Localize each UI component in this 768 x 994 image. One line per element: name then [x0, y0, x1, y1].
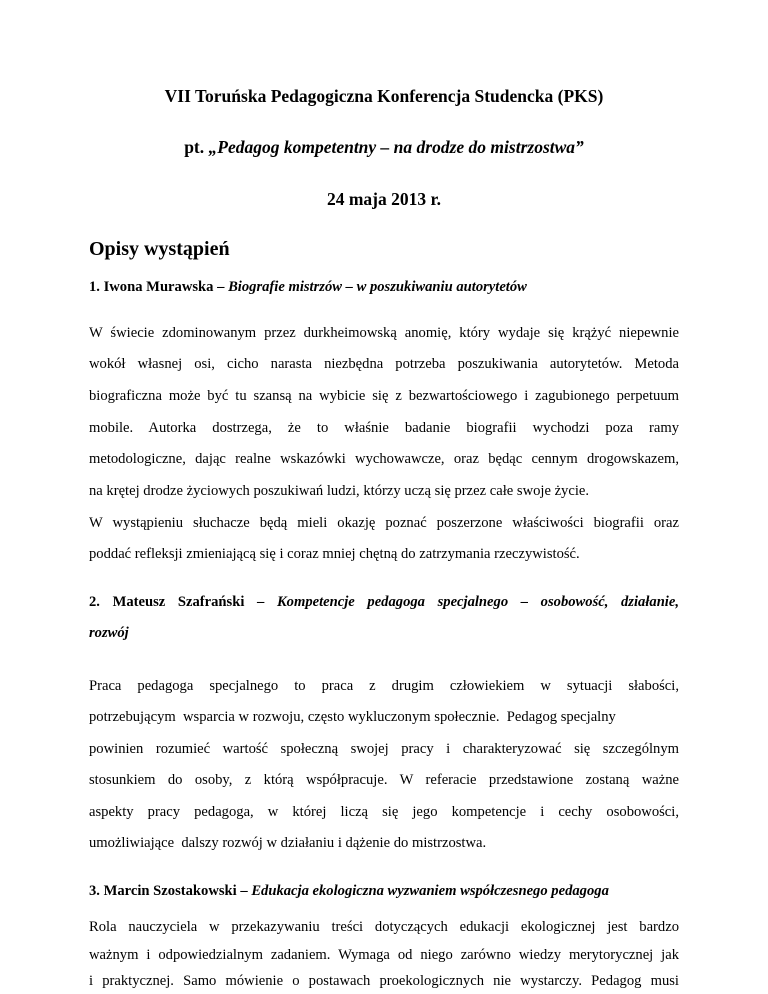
talk-1-title: Biografie mistrzów – w poszukiwaniu autorytetów — [228, 279, 527, 295]
talk-3-title: Edukacja ekologiczna wyzwaniem współczesnego pedagoga — [251, 883, 609, 899]
talk-3-line: ważnym i odpowiedzialnym zadaniem. Wymaga od niego zarówno wiedzy merytorycznej jak — [89, 947, 679, 963]
talk-3-line: i praktycznej. Samo mówienie o postawach proekologicznych nie wystarczy. Pedagog musi — [89, 973, 679, 989]
talk-1-line: W wystąpieniu słuchacze będą mieli okazję poznać poszerzone właściwości biografii oraz — [89, 515, 679, 531]
talk-2-author: 2. Mateusz Szafrański – — [89, 594, 277, 610]
section-heading: Opisy wystąpień — [89, 238, 230, 260]
talk-2-line: stosunkiem do osoby, z którą współpracuje. W referacie przedstawione zostaną ważne — [89, 772, 679, 788]
talk-2-line: Praca pedagoga specjalnego to praca z drugim człowiekiem w sytuacji słabości, — [89, 678, 679, 694]
talk-2-line: powinien rozumieć wartość społeczną swojej pracy i charakteryzować się szczególnym — [89, 741, 679, 757]
talk-1-line: na krętej drodze życiowych poszukiwań ludzi, którzy uczą się przez całe swoje życie. — [89, 483, 590, 499]
subtitle-prefix: pt. — [184, 137, 209, 157]
subtitle-theme: „Pedagog kompetentny – na drodze do mistrzostwa” — [208, 137, 584, 157]
conference-title: VII Toruńska Pedagogiczna Konferencja Studencka (PKS) — [164, 86, 604, 106]
talk-2-title-line2: rozwój — [89, 625, 129, 641]
conference-subtitle — [0, 137, 768, 158]
talk-1-author: 1. Iwona Murawska – — [89, 279, 229, 295]
talk-3-line: Rola nauczyciela w przekazywaniu treści dotyczących edukacji ekologicznej jest bardzo — [89, 919, 679, 935]
talk-2-line: umożliwiające dalszy rozwój w działaniu i dążenie do mistrzostwa. — [89, 835, 487, 851]
talk-1-line: biograficzna może być tu szansą na wybicie się z bezwartościowego i zagubionego perpetuum — [89, 388, 679, 404]
talk-2-line: aspekty pracy pedagoga, w której liczą się jego kompetencje i cechy osobowości, — [89, 804, 679, 820]
talk-1-line: metodologiczne, dając realne wskazówki wychowawcze, oraz będąc cennym drogowskazem, — [89, 451, 679, 467]
talk-2-line: potrzebującym wsparcia w rozwoju, często wykluczonym społecznie. Pedagog specjalny — [89, 709, 616, 725]
talk-1-line: wokół własnej osi, cicho narasta niezbędna potrzeba poszukiwania autorytetów. Metoda — [89, 356, 679, 372]
talk-1-line: W świecie zdominowanym przez durkheimowską anomię, który wydaje się krążyć niepewnie — [89, 325, 679, 341]
talk-1-line: mobile. Autorka dostrzega, że to właśnie badanie biografii wychodzi poza ramy — [89, 420, 679, 436]
talk-2-heading-line1 — [89, 593, 679, 611]
talk-2-heading-line2 — [89, 624, 679, 642]
talk-3-heading — [89, 882, 679, 900]
talk-1-line: poddać refleksji zmieniającą się i coraz mniej chętną do zatrzymania rzeczywistość. — [89, 546, 580, 562]
talk-2-title-line1: Kompetencje pedagoga specjalnego – osobowość, działanie, — [276, 594, 679, 610]
talk-3-author: 3. Marcin Szostakowski – — [89, 883, 252, 899]
conference-date: 24 maja 2013 r. — [326, 189, 442, 209]
talk-1-heading — [89, 271, 679, 303]
